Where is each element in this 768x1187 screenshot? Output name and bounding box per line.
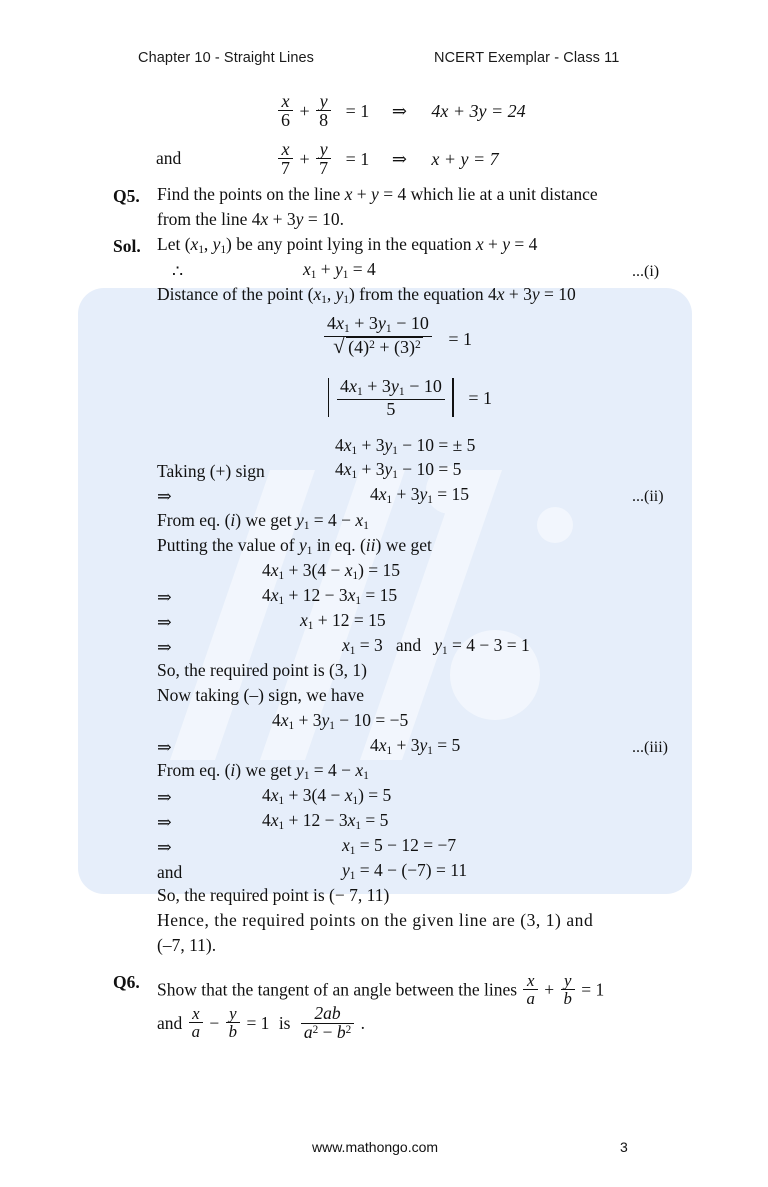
fraction-numerator: y [319,91,328,111]
plus-sign: + [544,979,555,1000]
distance-statement: Distance of the point ($x_1$, $y_1$) from the equation 4x + 3y = 10 [157,284,576,307]
implies-arrow-icon: ⇒ [157,837,172,857]
square-root-icon: √ $(4)^2 + (3)^2$ [333,333,421,358]
fraction-denominator: $a^2 - b^2$ [301,1023,354,1042]
q6-and-label: and [157,1012,183,1033]
fraction-denominator: 8 [316,110,331,129]
fraction-denominator: b [561,989,575,1007]
fraction-denominator: 7 [278,158,293,177]
therefore-symbol-icon: ∴ [172,261,184,281]
q6-label: Q6. [113,972,140,992]
fraction-2ab-over-a2-minus-b2 [301,1005,354,1042]
minus-equation-1: $4x_1 + 3y_1 - 10 = -5$ [272,710,409,733]
fraction-x-over-a [523,972,537,1007]
taking-plus-sign-label: Taking (+) sign [157,461,265,481]
and-label-top: and [156,148,182,168]
page-header [138,50,638,66]
required-point-1: So, the required point is (3, 1) [157,660,367,680]
footer-site-url: www.mathongo.com [312,1139,439,1155]
equation-number-ii: ...(ii) [632,488,664,505]
implies-arrow-icon: ⇒ [157,637,172,657]
implies-arrow-icon: ⇒ [157,812,172,832]
now-taking-minus-line: Now taking (–) sign, we have [157,685,365,705]
q5-question-line-1: Find the points on the line x + y = 4 which lie at a unit distance [157,184,598,204]
fraction-y-over-8 [316,92,331,130]
absolute-value-formula [326,377,492,418]
fraction-x-over-a-2 [189,1005,203,1040]
minus-substitution-1: $4x_1 + 3(4 - x_1) = 5$ [262,785,392,808]
distance-denominator [324,333,432,358]
abs-equals: = 1 [468,387,492,408]
q5-question-line-2: from the line 4x + 3y = 10. [157,209,344,229]
header-book: NCERT Exemplar - Class 11 [434,50,620,66]
minus-substitution-2: $4x_1 + 12 - 3x_1 = 5$ [262,810,389,833]
q6-question-line-2 [157,1005,365,1042]
distance-equals: = 1 [448,329,472,350]
and-label-solution: and [157,862,183,882]
top-equation-result-1: 4x + 3y = 24 [431,101,526,121]
putting-value-line: Putting the value of $y_1$ in eq. (ii) we get [157,535,432,558]
top-equation-row-2 [276,140,499,178]
hence-line-2: (–7, 11). [157,935,217,955]
plus-minus-equation: $4x_1 + 3y_1 - 10$ = ± 5 [335,435,476,458]
q6-text-part1: Show that the tangent of an angle between the lines [157,979,518,1000]
fraction-denominator: a [523,989,537,1007]
fraction-y-over-b [561,972,575,1007]
implies-arrow-icon: ⇒ [391,149,407,169]
abs-numerator: $4x_1 + 3y_1 - 10$ [340,376,442,399]
fraction-denominator: 7 [316,158,331,177]
fraction-x-over-7 [278,140,293,178]
from-eq-i-line-2: From eq. (i) we get $y_1 = 4 - x_1$ [157,760,369,783]
distance-fraction [324,314,432,356]
solution-let-line: Let ($x_1$, $y_1$) be any point lying in the equation x + y = 4 [157,234,538,257]
q6-equals-one-1: = 1 [581,979,605,1000]
fraction-numerator: x [281,91,290,111]
from-eq-i-line-1: From eq. (i) we get $y_1 = 4 - x_1$ [157,510,369,533]
implies-arrow-icon: ⇒ [391,101,407,121]
implies-arrow-icon: ⇒ [157,737,172,757]
fraction-y-over-b-2 [226,1005,240,1040]
fraction-numerator: 2ab [314,1003,341,1023]
q6-period: . [360,1012,365,1033]
required-point-2: So, the required point is (− 7, 11) [157,885,390,905]
fraction-numerator: y [229,1004,237,1024]
abs-denominator: 5 [337,399,445,418]
header-chapter: Chapter 10 - Straight Lines [138,50,314,66]
equation-number-iii: ...(iii) [632,739,668,756]
absolute-value-bars-icon [326,377,456,418]
q5-label: Q5. [113,186,140,206]
implies-arrow-icon: ⇒ [157,787,172,807]
plus-sign: + [299,149,310,169]
hence-line-1: Hence, the required points on the given line are (3, 1) and [157,910,594,930]
top-equation-row-1 [276,92,526,130]
distance-numerator: $4x_1 + 3y_1 - 10$ [327,313,429,336]
minus-substitution-4: $y_1 = 4 - (-7) = 11$ [342,860,468,883]
substitution-equation-3: $x_1 + 12 = 15$ [300,610,386,633]
minus-substitution-3: $x_1 = 5 - 12 = -7$ [342,835,457,858]
fraction-y-over-7 [316,140,331,178]
fraction-numerator: x [281,139,290,159]
equation-ii: $4x_1 + 3y_1 = 15$ [370,484,469,507]
q6-is-label: is [278,1012,291,1033]
fraction-denominator: b [226,1022,240,1040]
q6-equals-one-2: = 1 [246,1012,270,1033]
implies-arrow-icon: ⇒ [157,612,172,632]
substitution-equation-2: $4x_1 + 12 - 3x_1 = 15$ [262,585,398,608]
fraction-numerator: x [526,971,535,990]
solution-label: Sol. [113,236,141,256]
fraction-numerator: y [563,971,572,990]
fraction-numerator: y [319,139,328,159]
fraction-x-over-6 [278,92,293,130]
substitution-equation-1: $4x_1 + 3(4 - x_1) = 15$ [262,560,401,583]
fraction-denominator: 6 [278,110,293,129]
equation-i: $x_1 + y_1 = 4$ [303,259,376,282]
equals-one: = 1 [345,101,370,121]
substitution-equation-4: $x_1 = 3$ and $y_1 = 4 - 3 = 1$ [342,635,530,658]
fraction-numerator: x [192,1004,200,1024]
equals-one: = 1 [345,149,370,169]
minus-sign: − [209,1012,220,1033]
top-equation-result-2: x + y = 7 [431,149,499,169]
equation-number-i: ...(i) [632,263,660,280]
footer-page-number: 3 [620,1139,628,1155]
equation-iii: $4x_1 + 3y_1 = 5$ [370,735,461,758]
q6-question-line-1 [157,972,604,1007]
plus-sign: + [299,101,310,121]
implies-arrow-icon: ⇒ [157,587,172,607]
absolute-value-fraction [337,377,445,418]
taking-plus-equation: $4x_1 + 3y_1 - 10 = 5$ [335,459,462,482]
fraction-denominator: a [189,1022,203,1040]
implies-arrow-icon: ⇒ [157,486,172,506]
distance-formula [322,314,472,356]
